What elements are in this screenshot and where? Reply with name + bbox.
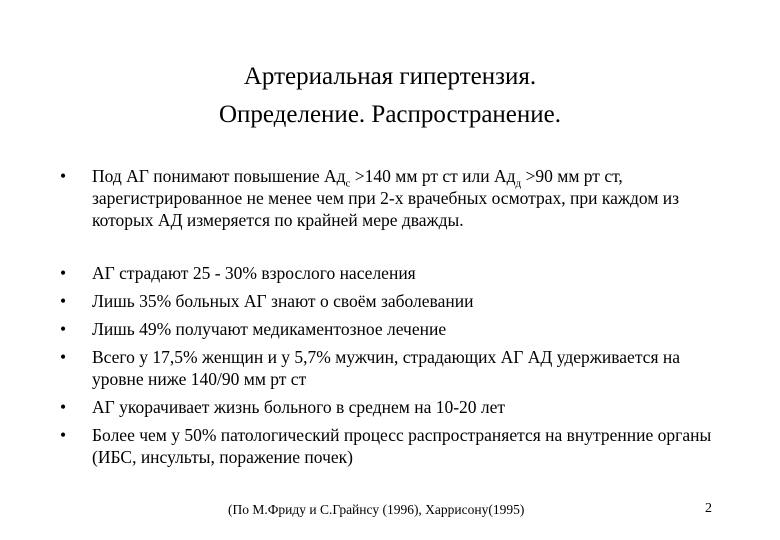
- bullet-icon: •: [60, 425, 67, 445]
- list-item-text: АГ укорачивает жизнь больного в среднем на 10-20 лет: [92, 397, 506, 417]
- list-item-text: АГ страдают 25 - 30% взрослого населения: [92, 263, 416, 283]
- page-number: 2: [705, 501, 712, 516]
- definition-list: [58, 165, 728, 231]
- list-item: [58, 424, 728, 468]
- bullet-icon: •: [60, 397, 67, 417]
- subscript-diastolic: д: [515, 177, 522, 190]
- bullet-icon: •: [60, 291, 67, 311]
- bullet-icon: •: [60, 166, 67, 186]
- list-item-text: Лишь 49% получают медикаментозное лечение: [92, 319, 447, 339]
- list-item: [58, 262, 728, 284]
- list-item-text: Более чем у 50% патологический процесс распространяется на внутренние органы (ИБС, инсульты, поражение почек): [92, 425, 712, 467]
- definition-text: Под АГ понимают повышение $Ад_с >140$ мм рт ст или $Ад_д >90$ мм рт ст, зарегистрированное не менее чем при 2-х врачебных осмотрах, при каждом из которых АД измеряется по крайней мере дважды.: [92, 166, 680, 230]
- slide-title: Артериальная гипертензия.: [243, 63, 537, 90]
- list-item: [58, 396, 728, 418]
- list-item: [58, 318, 728, 340]
- bullet-icon: •: [60, 263, 67, 283]
- source-footnote: (По М.Фриду и С.Грайнсу (1996), Харрисону(1995): [228, 502, 525, 517]
- statistics-list: [58, 262, 728, 474]
- bullet-icon: •: [60, 319, 67, 339]
- list-item: [58, 346, 728, 390]
- list-item: [58, 290, 728, 312]
- subscript-systolic: с: [345, 177, 351, 190]
- slide-subtitle: Определение. Распространение.: [218, 101, 562, 128]
- list-item-text: Всего у 17,5% женщин и у 5,7% мужчин, страдающих АГ АД удерживается на уровне ниже 140/90 мм рт ст: [92, 347, 681, 389]
- list-item-text: Лишь 35% больных АГ знают о своём заболевании: [92, 291, 474, 311]
- definition-bullet: [58, 165, 728, 231]
- bullet-icon: •: [60, 347, 67, 367]
